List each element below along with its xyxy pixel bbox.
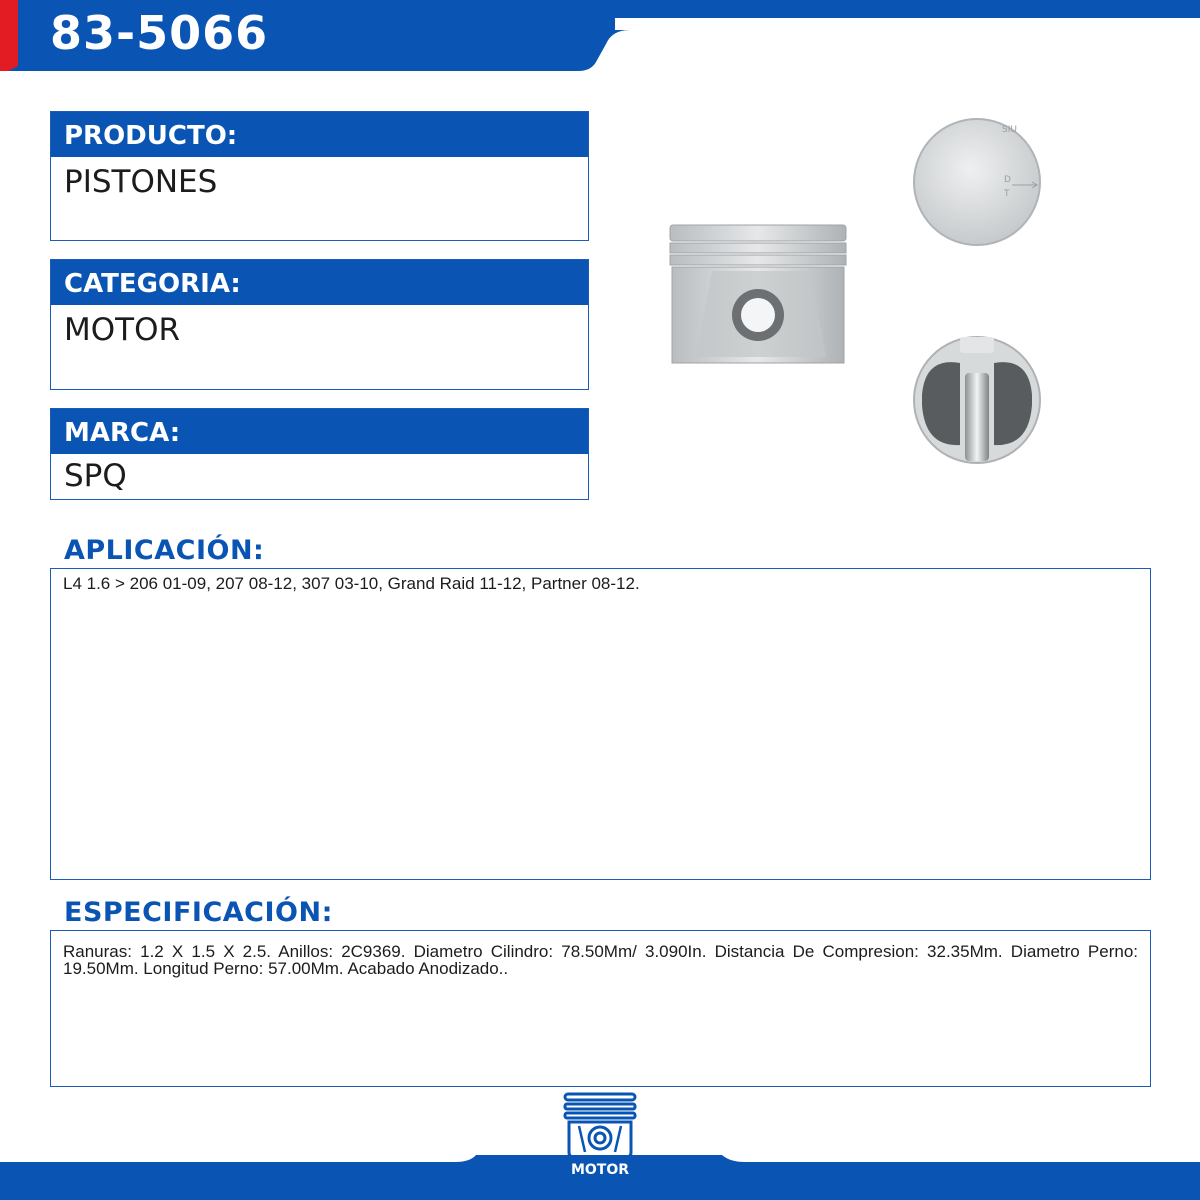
- aplicacion-text: L4 1.6 > 206 01-09, 207 08-12, 307 03-10, Grand Raid 11-12, Partner 08-12.: [63, 574, 640, 593]
- category-label: MOTOR: [570, 1162, 630, 1178]
- especificacion-text: Ranuras: 1.2 X 1.5 X 2.5. Anillos: 2C9369. Diametro Cilindro: 78.50Mm/ 3.090In. Distancia De Compresion: 32.35Mm. Diametro Perno: 19.50Mm. Longitud Perno: 57.00Mm. Acabado Anodizado..: [63, 942, 1138, 978]
- field-marca: [50, 408, 589, 500]
- svg-text:SIU: SIU: [1002, 125, 1017, 135]
- aplicacion-box: [50, 568, 1151, 880]
- especificacion-box: [50, 930, 1151, 1087]
- field-value-marca: SPQ: [64, 458, 127, 494]
- aplicacion-title: APLICACIÓN:: [64, 535, 265, 566]
- svg-text:D: D: [1004, 175, 1011, 185]
- field-label-producto: PRODUCTO:: [51, 112, 588, 157]
- part-number: 83-5066: [50, 6, 269, 60]
- piston-icon: [563, 1092, 637, 1162]
- field-categoria: [50, 259, 589, 390]
- svg-text:T: T: [1004, 189, 1010, 199]
- piston-top-view: [914, 119, 1040, 245]
- field-label-marca: MARCA:: [51, 409, 588, 454]
- red-accent: [0, 0, 18, 71]
- piston-bottom-view: [914, 337, 1040, 463]
- especificacion-title: ESPECIFICACIÓN:: [64, 897, 333, 928]
- piston-side-view: [670, 225, 846, 363]
- field-value-categoria: MOTOR: [64, 312, 181, 348]
- field-label-categoria: CATEGORIA:: [51, 260, 588, 305]
- field-producto: [50, 111, 589, 241]
- field-value-producto: PISTONES: [64, 164, 218, 200]
- product-image: [660, 95, 1060, 495]
